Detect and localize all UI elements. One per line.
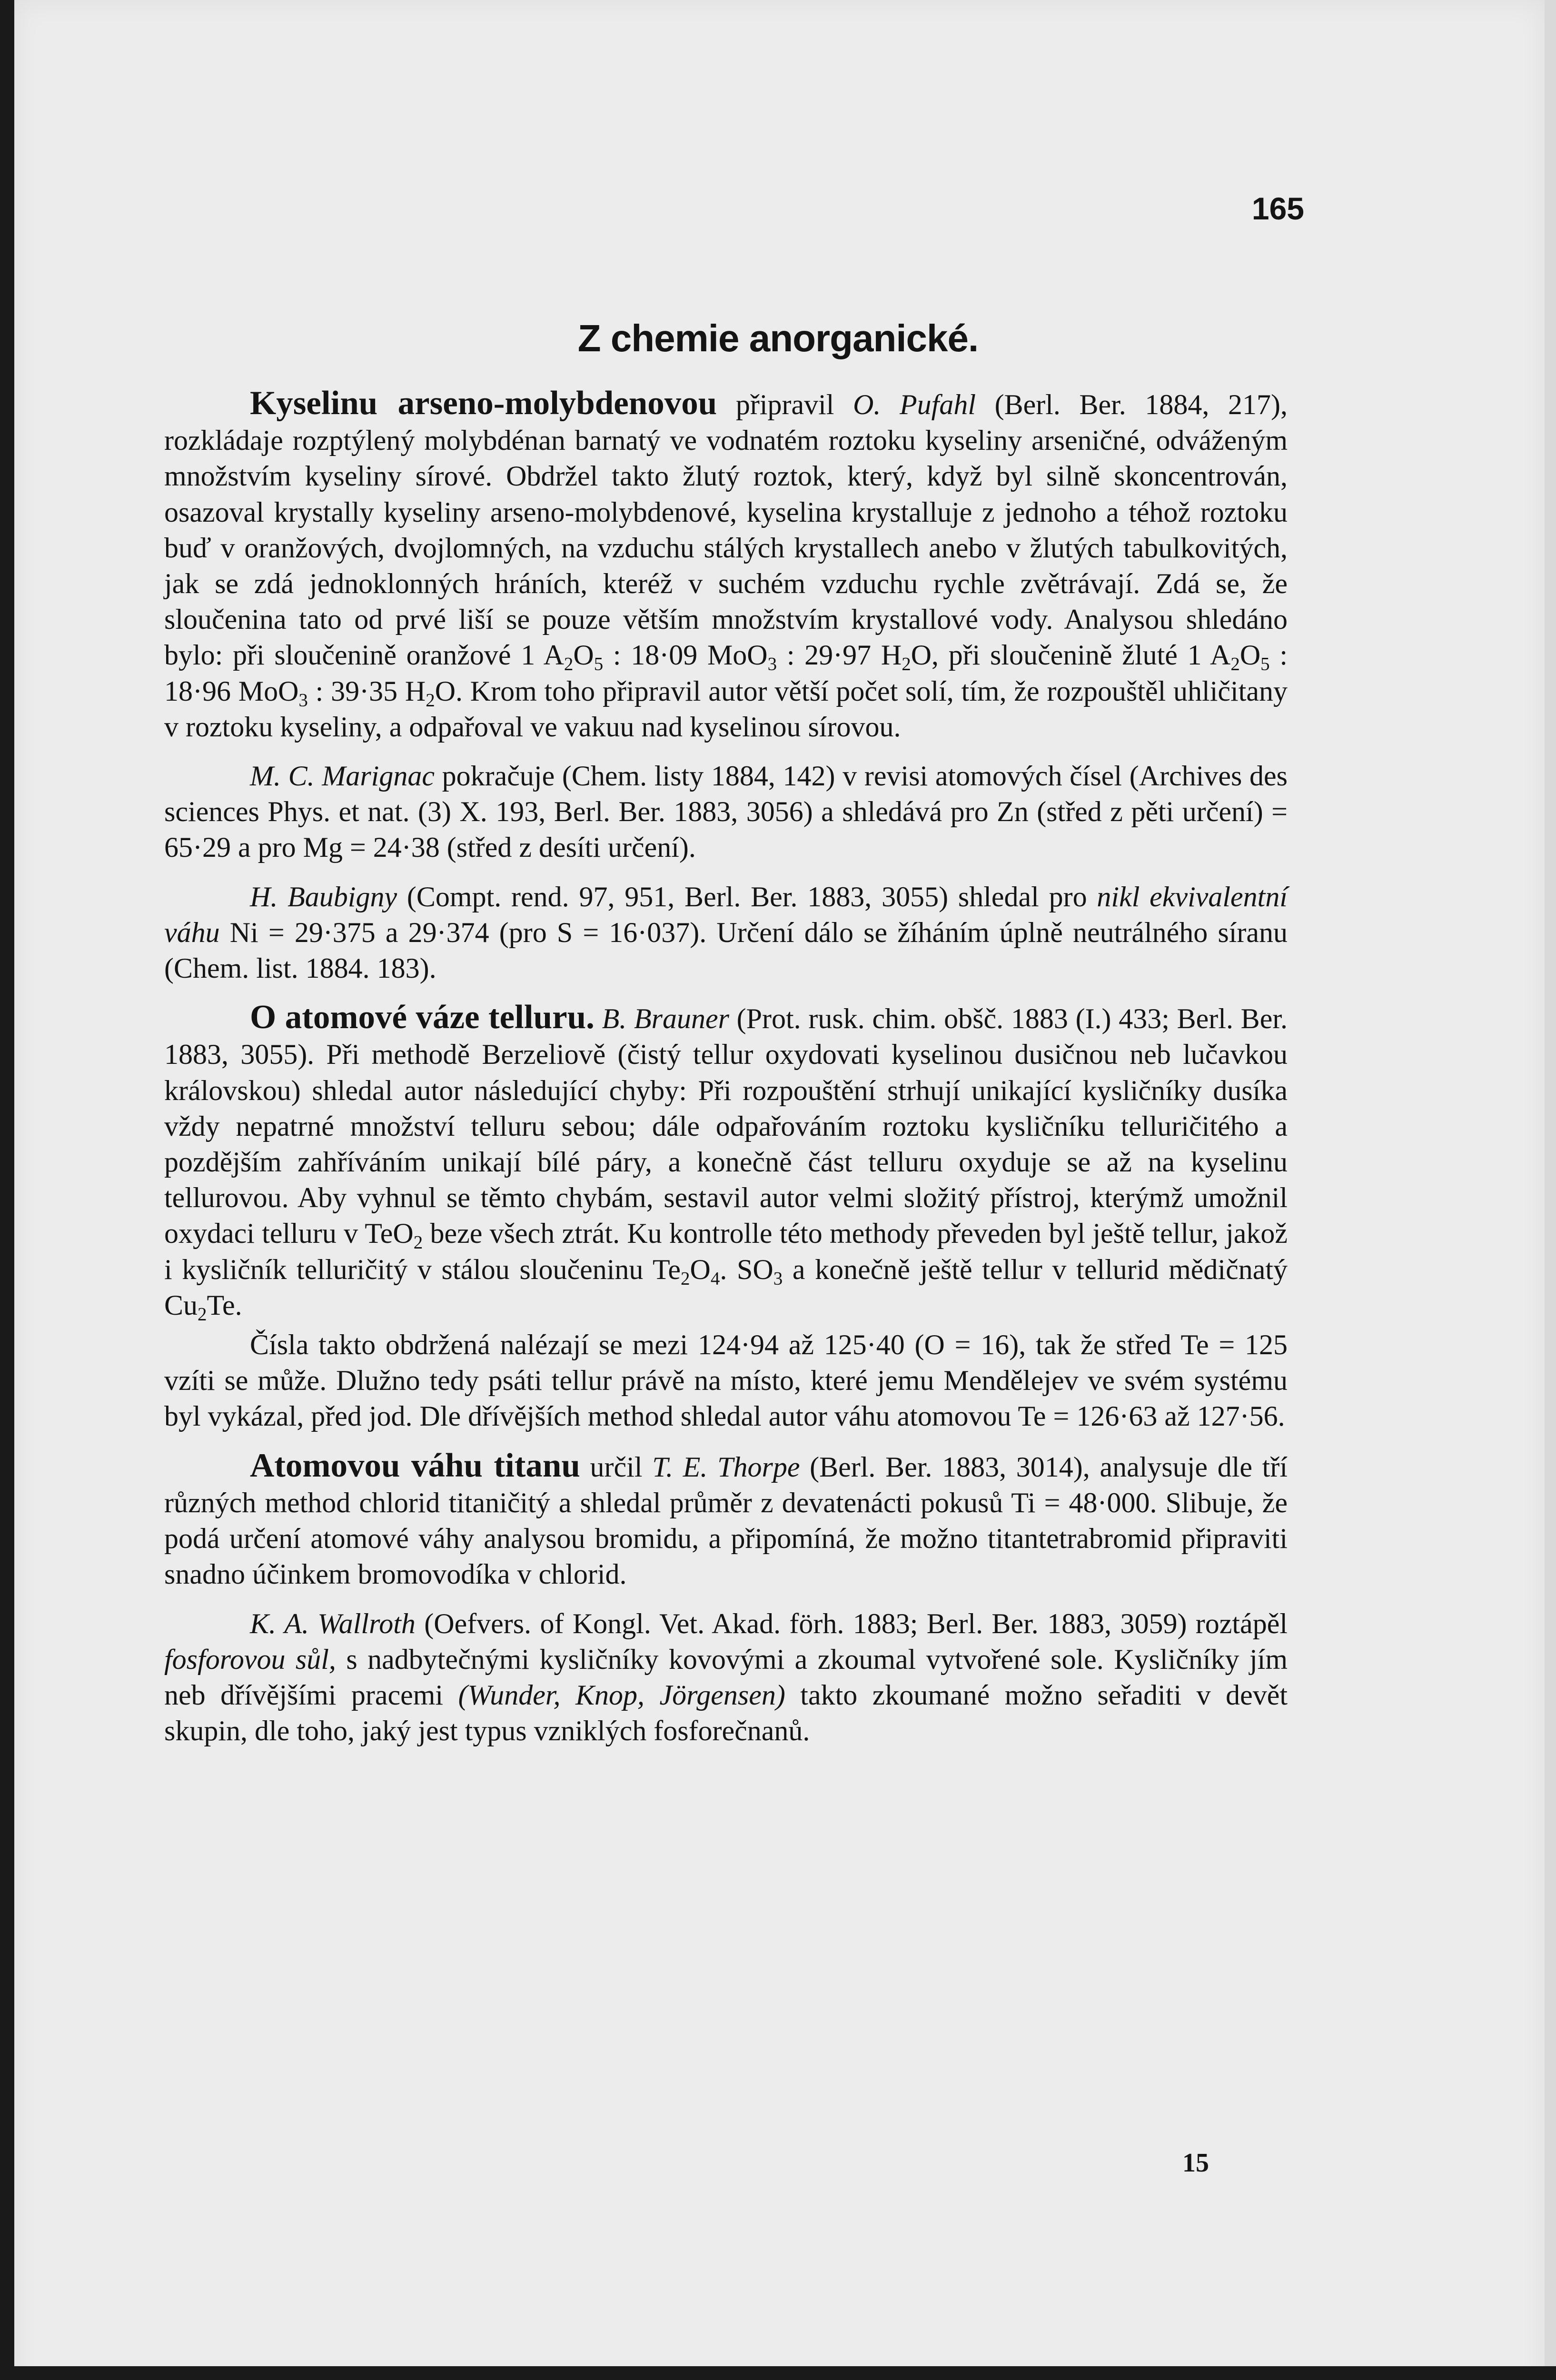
paragraph-tellur-results: Čísla takto obdržená nalézají se mezi 124·94 až 125·40 (O = 16), tak že střed Te = 125 vzíti se může. Dlužno tedy psáti tellur právě na místo, které jemu Mendělejev ve svém systému byl vykázal, před jod. Dle dřívějších method shledal autor váhu atomovou Te = 126·63 až 127·56. bbox=[164, 1329, 1288, 1432]
paragraph-arseno-molybdenova: Kyselinu arseno-molybdenovou připravil O. Pufahl (Berl. Ber. 1884, 217), rozkládaje rozptýlený molybdénan barnatý ve vodnatém roztoku kyseliny arseničné, odváženým množstvím kyseliny sírové. Obdržel takto žlutý roztok, který, když byl silně skoncentrován, osazoval krystally kyseliny arseno-molybdenové, kyselina krystalluje z jednoho a téhož roztoku buď v oranžových, dvojlomných, na vzduchu stálých krystallech anebo v žlutých tabulkovitých, jak se zdá jednoklonných hráních, kteréž v suchém vzduchu rychle zvětrávají. Zdá se, že sloučenina tato od prvé liší se pouze větším množstvím krystallové vody. Analysou shledáno bylo: při sloučenině oranžové 1 $A_2O_5$ : 18·09 MoO$_3$ : 29·97 $H_2O$, při sloučenině žluté 1 $A_2O_5$ : 18·96 MoO$_3$ : 39·35 $H_2O$. Krom toho připravil autor větší počet solí, tím, že rozpouštěl uhličitany v roztoku kyseliny, a odpařoval ve vakuu nad kyselinou sírovou. bbox=[164, 385, 1288, 743]
author-name: T. E. Thorpe bbox=[652, 1451, 800, 1483]
emphasis-text: fosforovou sůl, bbox=[164, 1643, 336, 1675]
author-name: K. A. Wallroth bbox=[250, 1607, 416, 1639]
emphasis-text: (Wunder, Knop, Jörgensen) bbox=[458, 1679, 785, 1711]
paragraph-heading: Kyselinu arseno-molybdenovou bbox=[250, 385, 717, 422]
section-title: Z chemie anorganické. bbox=[577, 317, 979, 359]
paragraph-titan: Atomovou váhu titanu určil T. E. Thorpe (Berl. Ber. 1883, 3014), analysuje dle tří různých method chlorid titaničitý a shledal průměr z devatenácti pokusů Ti = 48·000. Slibuje, že podá určení atomové váhy analysou bromidu, a připomíná, že možno titantetrabromid připraviti snadno účinkem bromovodíka v chlorid. bbox=[164, 1447, 1288, 1590]
paragraph-heading: Atomovou váhu titanu bbox=[250, 1447, 580, 1484]
emphasis-text: nikl ekvivalentní váhu bbox=[164, 881, 1288, 948]
scan-border bbox=[0, 2366, 1556, 2380]
author-name: O. Pufahl bbox=[853, 389, 976, 420]
page-number: 165 bbox=[1251, 191, 1304, 226]
author-name: B. Brauner bbox=[602, 1003, 729, 1035]
paragraph-marignac: M. C. Marignac pokračuje (Chem. listy 1884, 142) v revisi atomových čísel (Archives des sciences Phys. et nat. (3) X. 193, Berl. Ber. 1883, 3056) a shledává pro Zn (střed z pěti určení) = 65·29 a pro Mg = 24·38 (střed z desíti určení). bbox=[164, 760, 1288, 863]
author-name: H. Baubigny bbox=[250, 881, 397, 912]
paragraph-tellur: O atomové váze telluru. B. Brauner (Prot. rusk. chim. obšč. 1883 (I.) 433; Berl. Ber. 1883, 3055). Při methodě Berzeliově (čistý tellur oxydovati kyselinou dusičnou neb lučavkou královskou) shledal autor následující chyby: Při rozpouštění strhují unikající kysličníky dusíka vždy nepatrné množství telluru sebou; dále odpařováním roztoku kysličníku telluričitého a pozdějším zahříváním unikají bílé páry, a konečně část telluru oxyduje se až na kyselinu tellurovou. Aby vyhnul se těmto chybám, sestavil autor velmi složitý přístroj, kterýmž umožnil oxydaci telluru v TeO$_2$ beze všech ztrát. Ku kontrolle této methody převeden byl ještě tellur, jakož i kysličník telluričitý v stálou sloučeninu $Te_2O_4$. $SO_3$ a konečně ještě tellur v tellurid mědičnatý $Cu_2Te$. bbox=[164, 999, 1288, 1325]
paragraph-baubigny: H. Baubigny (Compt. rend. 97, 951, Berl. Ber. 1883, 3055) shledal pro nikl ekvivalentní váhu Ni = 29·375 a 29·374 (pro S = 16·037). Určení dálo se žíháním úplně neutrálného síranu (Chem. list. 1884. 183). bbox=[164, 881, 1288, 984]
article-body bbox=[164, 386, 1288, 1749]
paragraph-heading: O atomové váze telluru. bbox=[250, 999, 595, 1036]
signature-mark: 15 bbox=[1182, 2148, 1209, 2178]
author-name: M. C. Marignac bbox=[250, 760, 435, 792]
paragraph-wallroth: K. A. Wallroth (Oefvers. of Kongl. Vet. Akad. förh. 1883; Berl. Ber. 1883, 3059) roztápěl fosforovou sůl, s nadbytečnými kysličníky kovovými a zkoumal vytvořené sole. Kysličníky jím neb dřívějšími pracemi (Wunder, Knop, Jörgensen) takto zkoumané možno seřaditi v devět skupin, dle toho, jaký jest typus vzniklých fosforečnanů. bbox=[164, 1607, 1288, 1747]
